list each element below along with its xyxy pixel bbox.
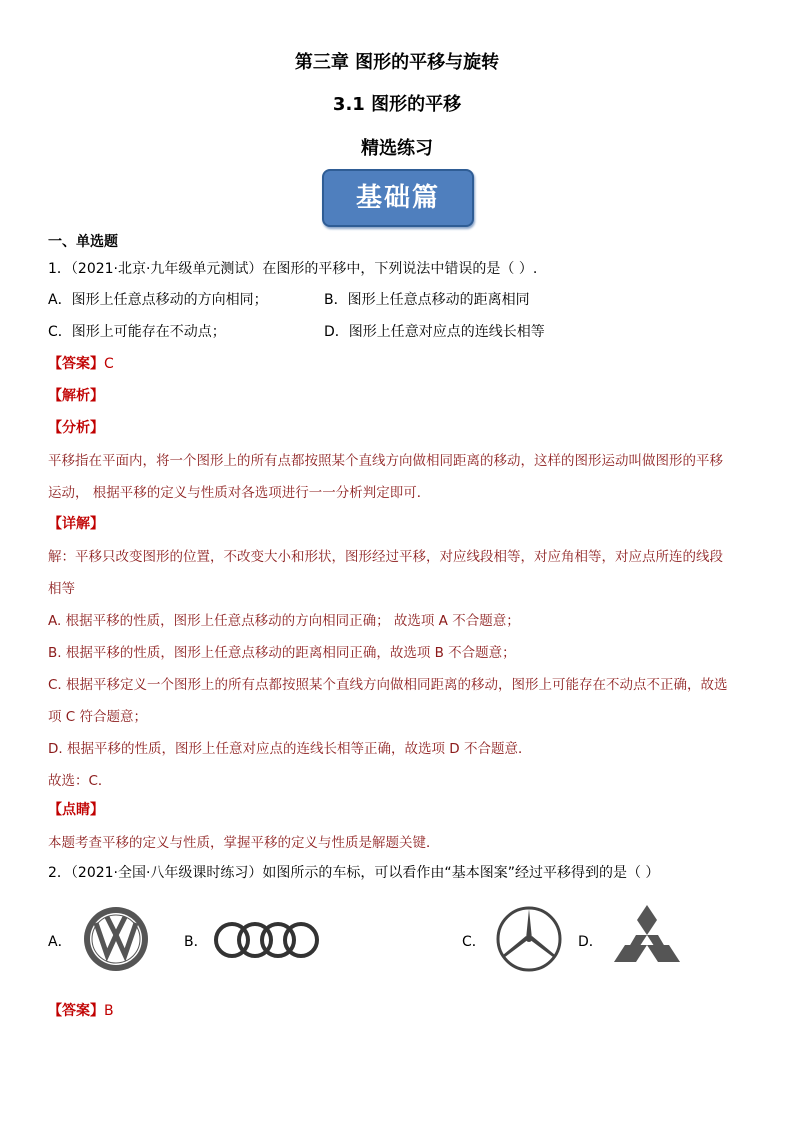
subtitle: 精选练习 xyxy=(361,138,433,159)
q1-dianjing-text: 本题考查平移的定义与性质，掌握平移的定义与性质是解题关键． xyxy=(48,835,440,851)
volkswagen-logo-icon xyxy=(82,905,150,973)
q1-choice: 故选：C． xyxy=(48,773,112,789)
q1-fenxi-line2: 运动， 根据平移的定义与性质对各选项进行一一分析判定即可． xyxy=(48,485,431,501)
q1-option-d: D．图形上任意对应点的连线长相等 xyxy=(324,324,545,340)
q1-xiangjie-c1: C. 根据平移定义一个图形上的所有点都按照某个直线方向做相同距离的移动，图形上可能存在不动点不正确，故选 xyxy=(48,677,728,693)
q2-label-b: B． xyxy=(184,934,208,950)
q2-stem: 2．（2021·全国·八年级课时练习）如图所示的车标，可以看作由“基本图案”经过平移得到的是（ ） xyxy=(48,865,660,881)
q1-dianjing-label: 【点睛】 xyxy=(48,802,104,818)
q1-option-a: A．图形上任意点移动的方向相同； xyxy=(48,292,268,308)
mercedes-star-logo-icon xyxy=(495,905,563,973)
q2-label-c: C． xyxy=(462,934,486,950)
q2-label-a: A． xyxy=(48,934,72,950)
q1-answer xyxy=(48,353,114,373)
q1-fenxi-label: 【分析】 xyxy=(48,420,104,436)
section-heading: 一、单选题 xyxy=(48,234,118,250)
q1-xiangjie-line1: 解：平移只改变图形的位置，不改变大小和形状，图形经过平移，对应线段相等，对应角相等，对应点所连的线段 xyxy=(48,549,723,565)
q1-answer-value: C xyxy=(104,356,114,372)
chapter-title: 第三章 图形的平移与旋转 xyxy=(294,52,500,73)
q1-option-b: B．图形上任意点移动的距离相同 xyxy=(324,292,530,308)
audi-rings-logo-icon xyxy=(212,920,320,960)
q2-answer-value: B xyxy=(104,1003,114,1019)
q1-xiangjie-d: D. 根据平移的性质，图形上任意对应点的连线长相等正确，故选项 D 不合题意． xyxy=(48,741,532,757)
q1-xiangjie-a: A. 根据平移的性质，图形上任意点移动的方向相同正确； 故选项 A 不合题意； xyxy=(48,613,520,629)
q1-answer-label: 【答案】 xyxy=(48,356,104,372)
q1-xiangjie-c2: 项 C 符合题意； xyxy=(48,709,148,725)
q2-answer-label: 【答案】 xyxy=(48,1003,104,1019)
section-title: 3.1 图形的平移 xyxy=(332,94,462,115)
q1-stem: 1．（2021·北京·九年级单元测试）在图形的平移中，下列说法中错误的是（ ）. xyxy=(48,261,538,277)
q1-xiangjie-label: 【详解】 xyxy=(48,516,104,532)
q1-option-c: C．图形上可能存在不动点； xyxy=(48,324,226,340)
q1-xiangjie-b: B. 根据平移的性质，图形上任意点移动的距离相同正确，故选项 B 不合题意； xyxy=(48,645,516,661)
q2-label-d: D． xyxy=(578,934,603,950)
q2-answer xyxy=(48,1000,114,1020)
q1-jiexi-label: 【解析】 xyxy=(48,388,104,404)
mitsubishi-diamonds-logo-icon xyxy=(612,904,682,964)
q1-xiangjie-line2: 相等 xyxy=(48,581,75,597)
level-badge: 基础篇 xyxy=(322,169,474,227)
q1-fenxi-line1: 平移指在平面内，将一个图形上的所有点都按照某个直线方向做相同距离的移动，这样的图形运动叫做图形的平移 xyxy=(48,453,723,469)
